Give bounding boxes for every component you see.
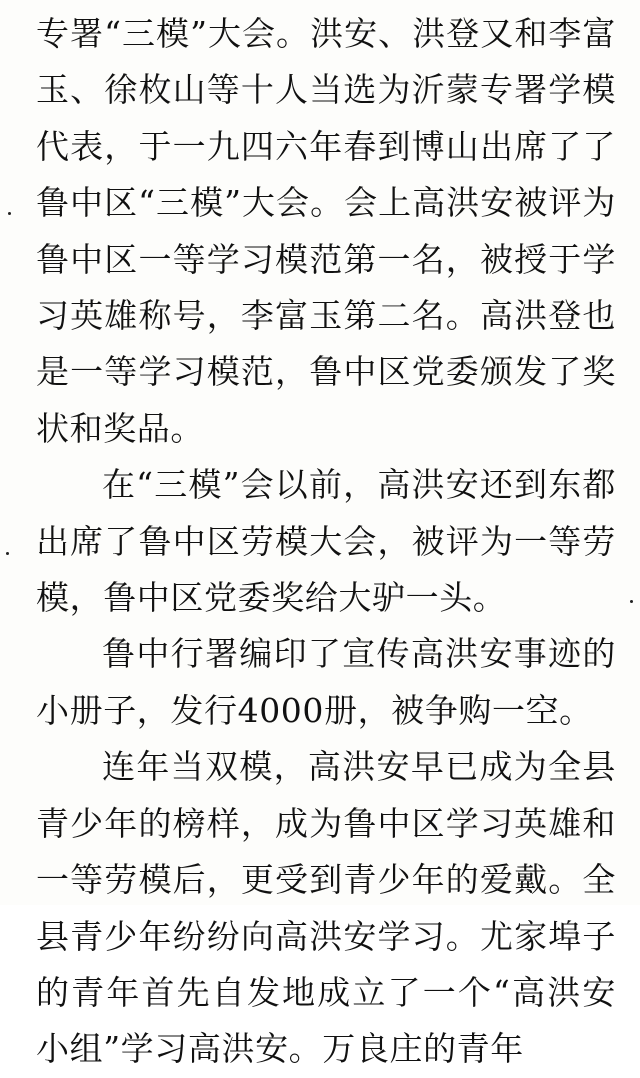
paragraph-1: 专署“三模”大会。洪安、洪登又和李富玉、徐枚山等十人当选为沂蒙专署学模代表，于一九四六年春到博山出席了了鲁中区“三模”大会。会上高洪安被评为鲁中区一等学习模范第一名，被授于学习英雄称号，李富玉第二名。高洪登也是一等学习模范，鲁中区党委颁发了奖状和奖品。 xyxy=(36,14,616,448)
paragraph-4: 连年当双模，高洪安早已成为全县青少年的榜样，成为鲁中区学习英雄和一等劳模后，更受到青少年的爱戴。全县青少年纷纷向高洪安学习。尤家埠子的青年首先自发地成立了一个“高洪安小组”学习高洪安。万良庄的青年 xyxy=(36,747,616,1069)
paragraph-3: 鲁中行署编印了宣传高洪安事迹的小册子，发行4000册，被争购一空。 xyxy=(36,634,616,730)
scan-speck xyxy=(6,552,9,555)
document-body xyxy=(36,6,616,1078)
paragraph-2: 在“三模”会以前，高洪安还到东都出席了鲁中区劳模大会，被评为一等劳模，鲁中区党委奖给大驴一头。 xyxy=(36,465,616,618)
scan-speck xyxy=(630,600,633,603)
scan-speck xyxy=(8,212,11,215)
